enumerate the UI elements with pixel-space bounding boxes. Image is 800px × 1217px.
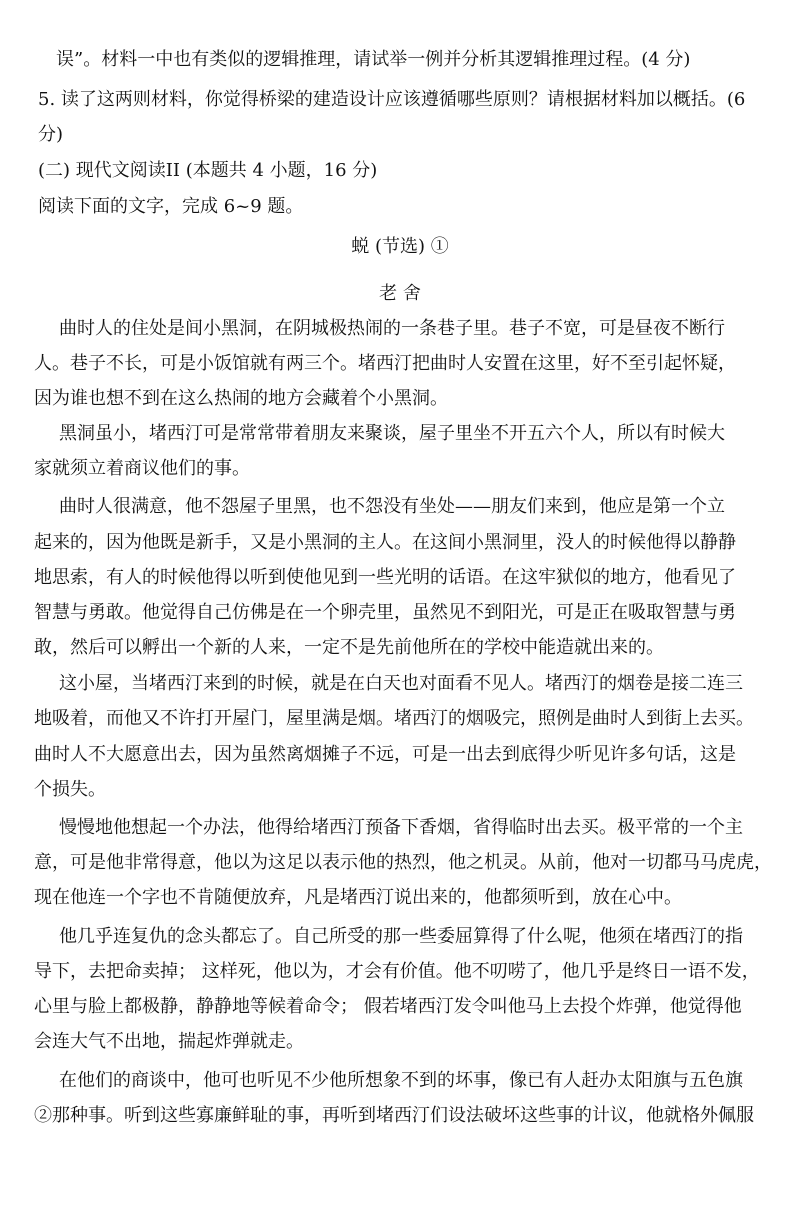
body-line: 现在他连一个字也不肯随便放弃，凡是堵西汀说出来的，他都须听到，放在心中。 [34,887,682,908]
article-title: 蜕 (节选) ① [351,236,449,257]
article-author: 老 舍 [379,283,421,304]
section-heading: (二) 现代文阅读II (本题共 4 小题，16 分) [38,160,378,181]
body-line: 因为谁也想不到在这么热闹的地方会藏着个小黑洞。 [34,388,448,409]
body-line: ②那种事。听到这些寡廉鲜耻的事，再听到堵西汀们设法破坏这些事的计议，他就格外佩服 [34,1105,754,1126]
body-line: 曲时人不大愿意出去，因为虽然离烟摊子不远，可是一出去到底得少听见许多句话，这是 [34,744,736,765]
body-line: 曲时人的住处是间小黑洞，在阴城极热闹的一条巷子里。巷子不宽，可是昼夜不断行 [59,318,725,339]
body-line: 个损失。 [34,779,106,800]
question-4-continuation: 误”。材料一中也有类似的逻辑推理，请试举一例并分析其逻辑推理过程。(4 分) [56,49,691,70]
body-line: 家就须立着商议他们的事。 [34,458,250,479]
body-line: 他几乎连复仇的念头都忘了。自己所受的那一些委屈算得了什么呢，他须在堵西汀的指 [59,926,743,947]
body-line: 地思索，有人的时候他得以听到使他见到一些光明的话语。在这牢狱似的地方，他看见了 [34,567,736,588]
body-line: 敢，然后可以孵出一个新的人来，一定不是先前他所在的学校中能造就出来的。 [34,637,664,658]
body-line: 黑洞虽小，堵西汀可是常常带着朋友来聚谈，屋子里坐不开五六个人，所以有时候大 [59,423,725,444]
question-5-points: 分) [38,124,64,145]
body-line: 起来的，因为他既是新手，又是小黑洞的主人。在这间小黑洞里，没人的时候他得以静静 [34,532,736,553]
body-line: 意，可是他非常得意，他以为这足以表示他的热烈，他之机灵。从前，他对一切都马马虎虎， [34,852,772,873]
body-line: 心里与脸上都极静，静静地等候着命令； 假若堵西汀发令叫他马上去投个炸弹，他觉得他 [34,996,742,1017]
body-line: 智慧与勇敢。他觉得自己仿佛是在一个卵壳里，虽然见不到阳光，可是正在吸取智慧与勇 [34,602,736,623]
body-line: 地吸着，而他又不许打开屋门，屋里满是烟。堵西汀的烟吸完，照例是曲时人到街上去买。 [34,708,754,729]
reading-instruction: 阅读下面的文字，完成 6~9 题。 [38,196,304,217]
body-line: 导下，去把命卖掉； 这样死，他以为，才会有价值。他不叨唠了，他几乎是终日一语不发， [34,961,760,982]
body-line: 慢慢地他想起一个办法，他得给堵西汀预备下香烟，省得临时出去买。极平常的一个主 [59,817,743,838]
body-line: 会连大气不出地，揣起炸弹就走。 [34,1031,304,1052]
body-line: 人。巷子不长，可是小饭馆就有两三个。堵西汀把曲时人安置在这里，好不至引起怀疑， [34,353,736,374]
body-line: 这小屋，当堵西汀来到的时候，就是在白天也对面看不见人。堵西汀的烟卷是接二连三 [59,673,743,694]
question-5: 5. 读了这两则材料，你觉得桥梁的建造设计应该遵循哪些原则？请根据材料加以概括。(6 [38,89,746,110]
body-line: 在他们的商谈中，他可也听见不少他所想象不到的坏事，像已有人赶办太阳旗与五色旗 [59,1070,743,1091]
body-line: 曲时人很满意，他不怨屋子里黑，也不怨没有坐处——朋友们来到，他应是第一个立 [59,496,725,517]
